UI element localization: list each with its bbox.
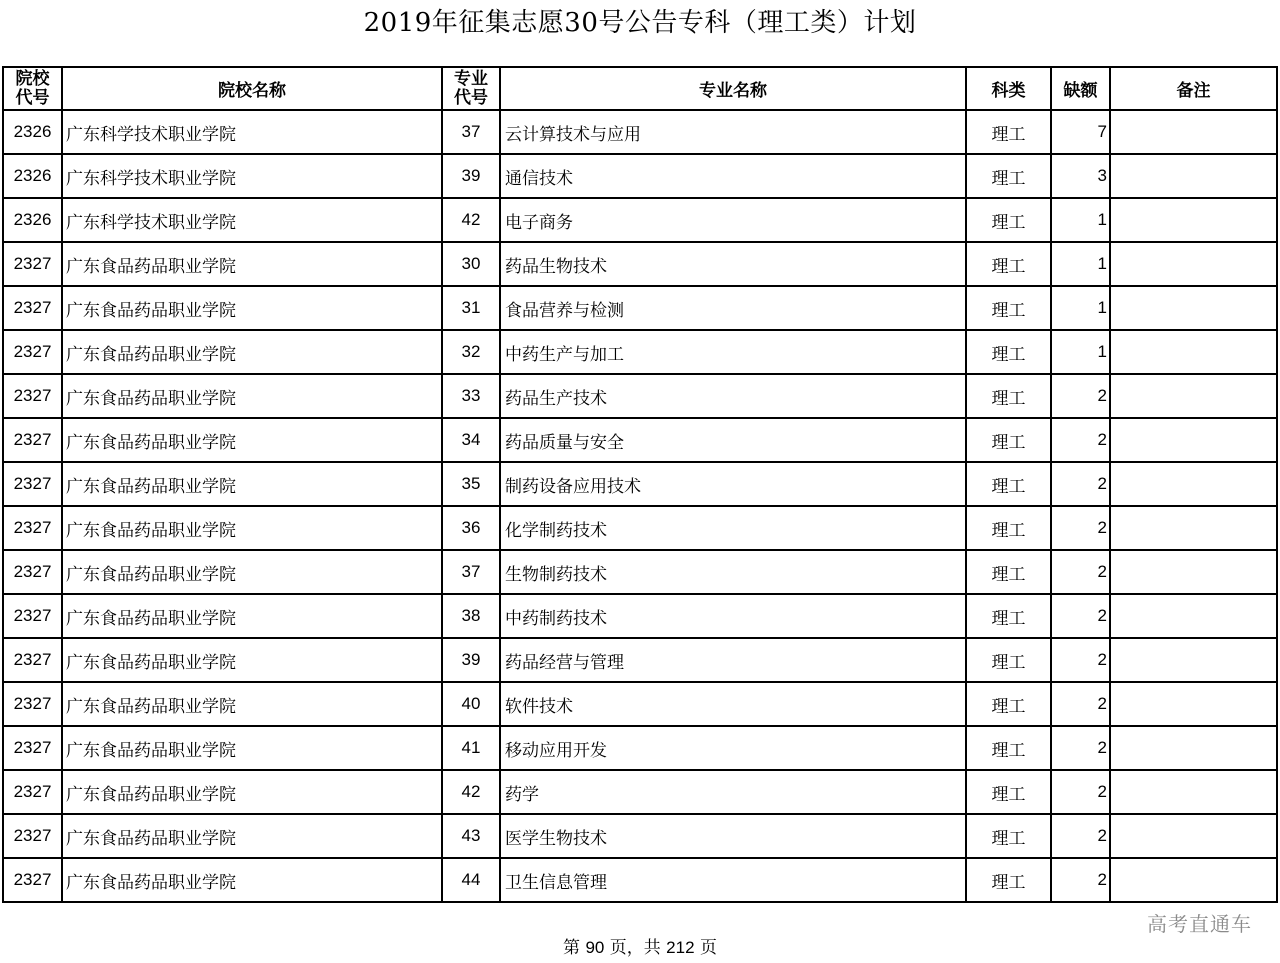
cell-category: 理工 [966,374,1051,418]
footer-mid: 页，共 [609,938,661,958]
header-school-code [3,67,62,110]
table-row [3,418,1277,462]
cell-major-name: 移动应用开发 [500,726,966,770]
cell-school-code: 2327 [3,726,62,770]
cell-school-code: 2327 [3,638,62,682]
header-major-code-line2: 代号 [454,87,488,108]
cell-category: 理工 [966,550,1051,594]
cell-vacancy: 1 [1051,242,1110,286]
cell-major-code: 42 [442,770,500,814]
header-vacancy: 缺额 [1051,67,1110,110]
cell-remarks [1110,330,1277,374]
cell-major-name: 生物制药技术 [500,550,966,594]
cell-school-code: 2327 [3,814,62,858]
cell-vacancy: 1 [1051,198,1110,242]
cell-remarks [1110,506,1277,550]
cell-school-code: 2327 [3,550,62,594]
cell-major-code: 32 [442,330,500,374]
cell-vacancy: 1 [1051,330,1110,374]
cell-category: 理工 [966,154,1051,198]
cell-major-name: 软件技术 [500,682,966,726]
cell-school-name: 广东食品药品职业学院 [62,550,442,594]
cell-school-name: 广东食品药品职业学院 [62,726,442,770]
table-header-row [3,67,1277,110]
cell-school-name: 广东食品药品职业学院 [62,242,442,286]
table-row [3,726,1277,770]
table-row [3,154,1277,198]
cell-major-name: 化学制药技术 [500,506,966,550]
cell-vacancy: 3 [1051,154,1110,198]
cell-remarks [1110,814,1277,858]
cell-school-code: 2327 [3,286,62,330]
cell-major-name: 食品营养与检测 [500,286,966,330]
cell-vacancy: 2 [1051,374,1110,418]
cell-remarks [1110,462,1277,506]
cell-vacancy: 2 [1051,418,1110,462]
cell-school-name: 广东科学技术职业学院 [62,110,442,154]
cell-school-name: 广东科学技术职业学院 [62,198,442,242]
cell-major-name: 云计算技术与应用 [500,110,966,154]
cell-category: 理工 [966,858,1051,902]
header-major-code-line1: 专业 [454,68,488,89]
cell-school-name: 广东食品药品职业学院 [62,462,442,506]
cell-major-name: 药品质量与安全 [500,418,966,462]
cell-category: 理工 [966,110,1051,154]
table-row [3,858,1277,902]
cell-category: 理工 [966,814,1051,858]
cell-major-code: 39 [442,638,500,682]
table-row [3,110,1277,154]
table-row [3,550,1277,594]
cell-school-name: 广东食品药品职业学院 [62,330,442,374]
table-row [3,330,1277,374]
cell-major-code: 37 [442,550,500,594]
cell-vacancy: 2 [1051,506,1110,550]
cell-school-name: 广东食品药品职业学院 [62,858,442,902]
footer-suffix: 页 [699,938,717,958]
cell-vacancy: 2 [1051,770,1110,814]
cell-school-name: 广东食品药品职业学院 [62,770,442,814]
header-school-code-line2: 代号 [15,87,50,108]
cell-major-code: 34 [442,418,500,462]
table-row [3,506,1277,550]
cell-category: 理工 [966,462,1051,506]
cell-major-code: 44 [442,858,500,902]
cell-school-code: 2327 [3,330,62,374]
cell-major-name: 中药生产与加工 [500,330,966,374]
cell-major-name: 通信技术 [500,154,966,198]
cell-category: 理工 [966,682,1051,726]
header-category: 科类 [966,67,1051,110]
cell-major-code: 33 [442,374,500,418]
cell-major-code: 37 [442,110,500,154]
cell-remarks [1110,726,1277,770]
cell-category: 理工 [966,506,1051,550]
table-row [3,462,1277,506]
cell-category: 理工 [966,594,1051,638]
cell-vacancy: 2 [1051,550,1110,594]
cell-school-code: 2327 [3,462,62,506]
cell-school-code: 2326 [3,198,62,242]
cell-school-code: 2326 [3,110,62,154]
cell-category: 理工 [966,330,1051,374]
cell-school-code: 2327 [3,858,62,902]
cell-school-name: 广东科学技术职业学院 [62,154,442,198]
footer-prefix: 第 [563,938,581,958]
cell-remarks [1110,594,1277,638]
cell-category: 理工 [966,638,1051,682]
header-remarks: 备注 [1110,67,1277,110]
cell-school-name: 广东食品药品职业学院 [62,286,442,330]
table-row [3,374,1277,418]
cell-school-name: 广东食品药品职业学院 [62,374,442,418]
cell-school-code: 2326 [3,154,62,198]
cell-school-code: 2327 [3,594,62,638]
table-row [3,682,1277,726]
cell-school-code: 2327 [3,506,62,550]
cell-major-name: 药品经营与管理 [500,638,966,682]
cell-category: 理工 [966,726,1051,770]
cell-vacancy: 2 [1051,638,1110,682]
cell-major-name: 药学 [500,770,966,814]
cell-major-name: 电子商务 [500,198,966,242]
header-major-code [442,67,500,110]
cell-school-name: 广东食品药品职业学院 [62,418,442,462]
cell-school-name: 广东食品药品职业学院 [62,638,442,682]
cell-vacancy: 2 [1051,462,1110,506]
cell-major-code: 38 [442,594,500,638]
cell-vacancy: 1 [1051,286,1110,330]
page-title: 2019年征集志愿30号公告专科（理工类）计划 [363,8,917,38]
table-row [3,638,1277,682]
table-row [3,770,1277,814]
table-row [3,286,1277,330]
cell-school-code: 2327 [3,242,62,286]
cell-school-name: 广东食品药品职业学院 [62,506,442,550]
cell-remarks [1110,682,1277,726]
table-row [3,242,1277,286]
table-row [3,814,1277,858]
cell-remarks [1110,550,1277,594]
cell-major-code: 40 [442,682,500,726]
cell-major-name: 药品生物技术 [500,242,966,286]
cell-category: 理工 [966,286,1051,330]
cell-school-name: 广东食品药品职业学院 [62,814,442,858]
cell-vacancy: 2 [1051,814,1110,858]
header-school-name: 院校名称 [62,67,442,110]
cell-remarks [1110,286,1277,330]
cell-remarks [1110,110,1277,154]
cell-school-code: 2327 [3,418,62,462]
cell-major-code: 35 [442,462,500,506]
admission-plan-table [2,66,1278,903]
cell-remarks [1110,770,1277,814]
cell-school-name: 广东食品药品职业学院 [62,594,442,638]
cell-major-name: 中药制药技术 [500,594,966,638]
page-footer [0,936,1280,960]
cell-remarks [1110,198,1277,242]
cell-remarks [1110,154,1277,198]
cell-school-code: 2327 [3,374,62,418]
cell-remarks [1110,374,1277,418]
cell-major-code: 42 [442,198,500,242]
table-row [3,198,1277,242]
table-body [3,110,1277,902]
cell-school-code: 2327 [3,682,62,726]
cell-vacancy: 2 [1051,858,1110,902]
footer-total-pages: 212 [666,938,695,957]
table-row [3,594,1277,638]
cell-major-name: 卫生信息管理 [500,858,966,902]
cell-vacancy: 7 [1051,110,1110,154]
cell-major-code: 30 [442,242,500,286]
cell-school-code: 2327 [3,770,62,814]
cell-major-name: 药品生产技术 [500,374,966,418]
cell-major-name: 医学生物技术 [500,814,966,858]
cell-remarks [1110,242,1277,286]
cell-vacancy: 2 [1051,726,1110,770]
cell-remarks [1110,638,1277,682]
header-major-name: 专业名称 [500,67,966,110]
cell-category: 理工 [966,242,1051,286]
header-school-code-line1: 院校 [15,68,50,89]
cell-major-code: 41 [442,726,500,770]
cell-remarks [1110,858,1277,902]
cell-vacancy: 2 [1051,682,1110,726]
cell-major-name: 制药设备应用技术 [500,462,966,506]
cell-major-code: 31 [442,286,500,330]
cell-category: 理工 [966,770,1051,814]
cell-major-code: 39 [442,154,500,198]
cell-vacancy: 2 [1051,594,1110,638]
cell-major-code: 43 [442,814,500,858]
watermark-text: 高考直通车 [1147,912,1252,936]
cell-remarks [1110,418,1277,462]
cell-school-name: 广东食品药品职业学院 [62,682,442,726]
cell-category: 理工 [966,198,1051,242]
cell-category: 理工 [966,418,1051,462]
cell-major-code: 36 [442,506,500,550]
footer-page-number: 90 [585,938,605,957]
